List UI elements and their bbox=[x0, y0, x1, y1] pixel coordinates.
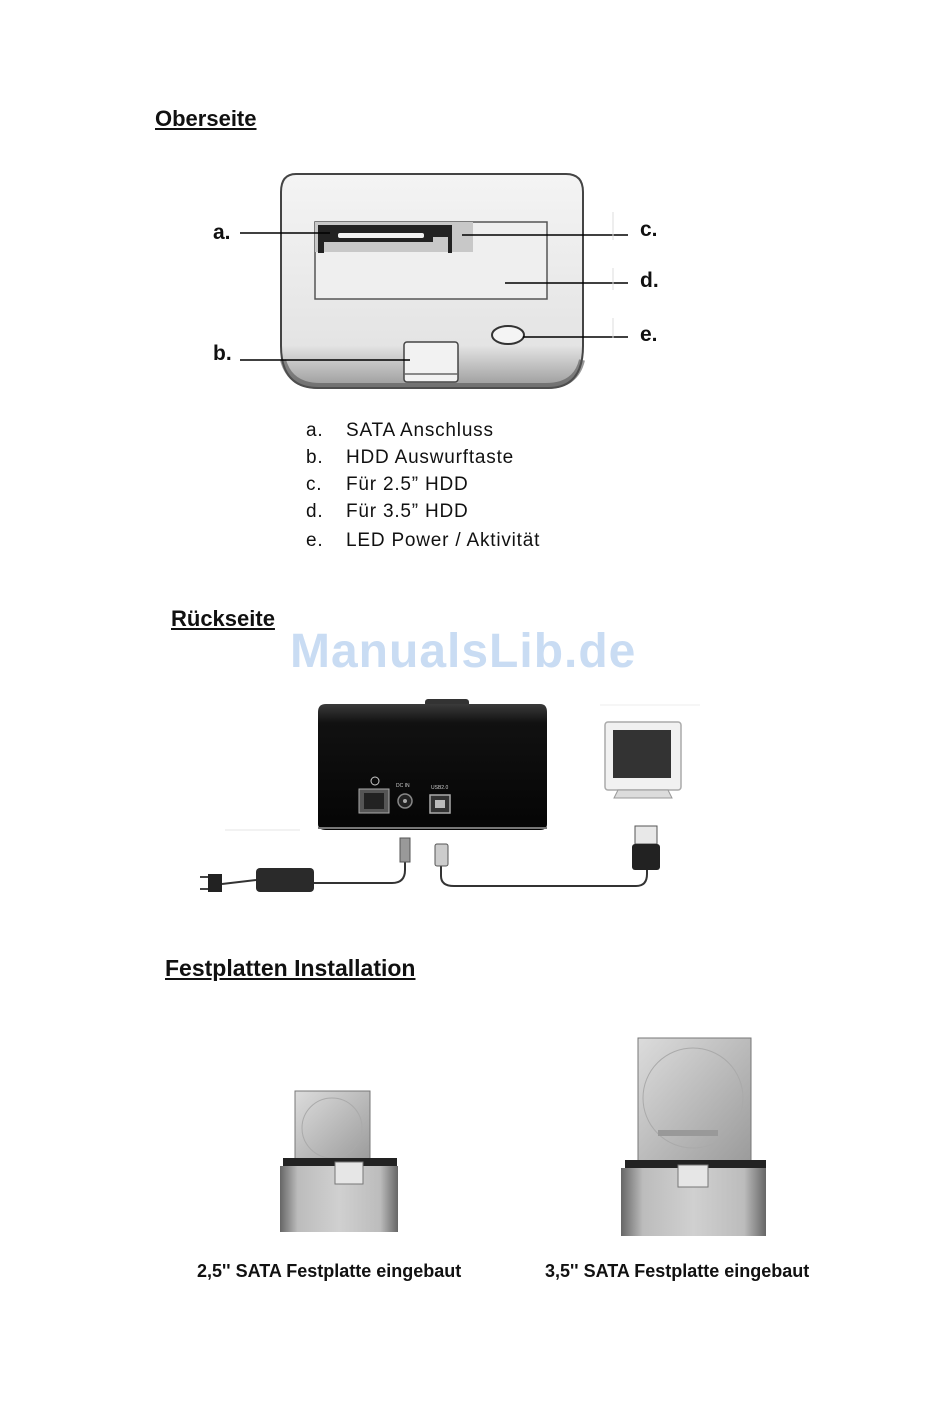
watermark: ManualsLib.de bbox=[290, 625, 637, 678]
legend-text: SATA Anschluss bbox=[346, 420, 494, 441]
callout-d: d. bbox=[640, 269, 659, 292]
callout-c: c. bbox=[640, 218, 658, 241]
legend-text: Für 3.5” HDD bbox=[346, 501, 469, 522]
heading-rueckseite: Rückseite bbox=[171, 606, 275, 631]
legend-text: HDD Auswurftaste bbox=[346, 447, 515, 468]
usb-label: USB2.0 bbox=[431, 785, 449, 791]
legend-text: Für 2.5” HDD bbox=[346, 474, 469, 495]
heading-festplatten-installation: Festplatten Installation bbox=[165, 955, 416, 981]
legend-letter: c. bbox=[306, 474, 323, 495]
callout-b: b. bbox=[213, 342, 232, 365]
legend-letter: e. bbox=[306, 530, 324, 551]
caption-hdd-35: 3,5'' SATA Festplatte eingebaut bbox=[545, 1261, 810, 1281]
legend-letter: a. bbox=[306, 420, 324, 441]
heading-oberseite: Oberseite bbox=[155, 106, 257, 131]
caption-hdd-25: 2,5'' SATA Festplatte eingebaut bbox=[197, 1261, 462, 1281]
legend-letter: b. bbox=[306, 447, 324, 468]
dc-in-label: DC IN bbox=[396, 783, 410, 789]
legend-text: LED Power / Aktivität bbox=[346, 530, 541, 551]
callout-a: a. bbox=[213, 221, 231, 244]
legend-letter: d. bbox=[306, 501, 324, 522]
callout-e: e. bbox=[640, 323, 658, 346]
